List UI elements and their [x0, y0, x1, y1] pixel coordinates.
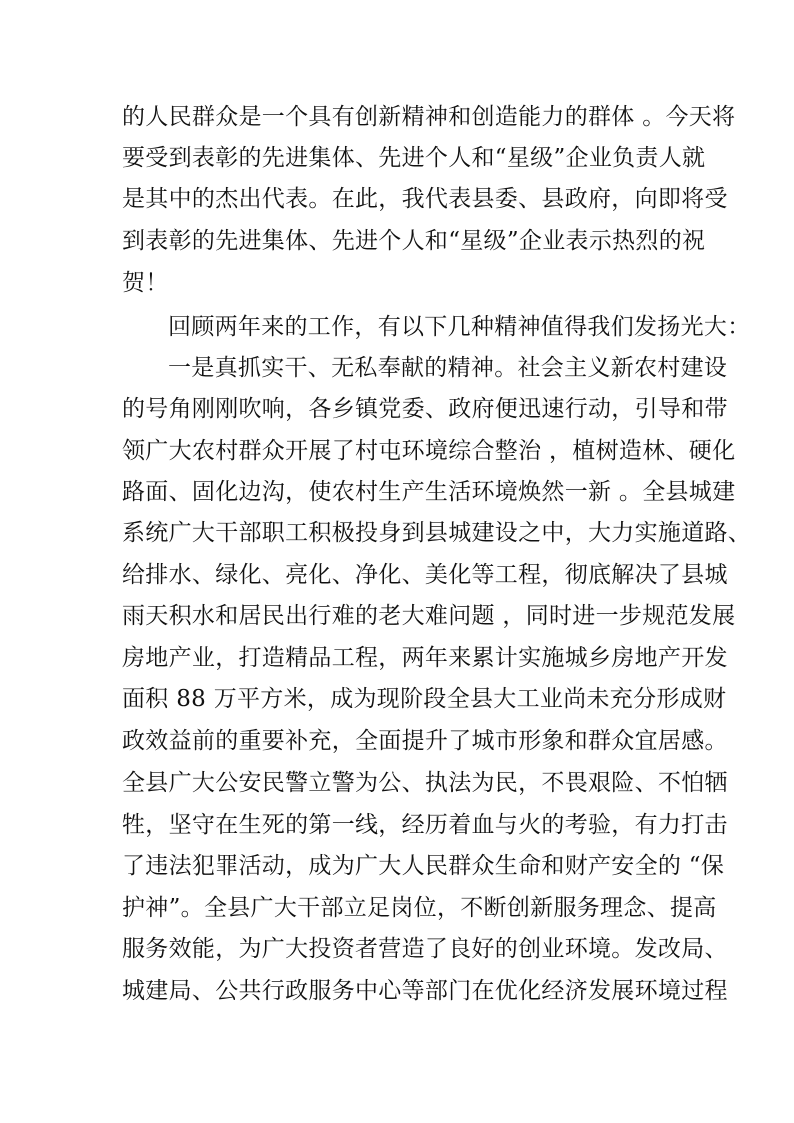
text-line: 护神”。全县广大干部立足岗位，不断创新服务理念、提高 — [122, 895, 717, 921]
text-line: 了违法犯罪活动，成为广大人民群众生命和财产安全的 “保 — [122, 853, 725, 879]
text-line: 路面、固化边沟，使农村生产生活环境焕然一新 。全县城建 — [122, 479, 736, 505]
text-line: 是其中的杰出代表。在此，我代表县委、县政府，向即将受 — [122, 186, 728, 212]
text-line: 全县广大公安民警立警为公、执法为民，不畏艰险、不怕牺 — [122, 770, 728, 796]
text-line: 服务效能，为广大投资者营造了良好的创业环境。发改局、 — [122, 936, 728, 962]
text-line: 贺！ — [122, 270, 169, 296]
text-line: 城建局、公共行政服务中心等部门在优化经济发展环境过程 — [122, 978, 728, 1004]
text-line: 房地产业，打造精品工程，两年来累计实施城乡房地产开发 — [122, 645, 728, 671]
text-line: 给排水、绿化、亮化、净化、美化等工程，彻底解决了县城 — [122, 562, 728, 588]
text-line: 的人民群众是一个具有创新精神和创造能力的群体 。今天将 — [122, 104, 736, 130]
text-line: 政效益前的重要补充，全面提升了城市形象和群众宜居感。 — [122, 728, 728, 754]
text-line: 系统广大干部职工积极投身到县城建设之中，大力实施道路、 — [122, 520, 752, 546]
text-line: 面积 88 万平方米，成为现阶段全县大工业尚未充分形成财 — [122, 686, 727, 712]
text-line: 到表彰的先进集体、先进个人和“星级”企业表示热烈的祝 — [122, 228, 706, 254]
text-line: 要受到表彰的先进集体、先进个人和“星级”企业负责人就 — [122, 145, 706, 171]
text-line: 雨天积水和居民出行难的老大难问题 ，同时进一步规范发展 — [122, 603, 736, 629]
text-line: 牲，坚守在生死的第一线，经历着血与火的考验，有力打击 — [122, 812, 728, 838]
paragraph-start-line: 回顾两年来的工作，有以下几种精神值得我们发扬光大： — [168, 314, 751, 340]
text-line: 的号角刚刚吹响，各乡镇党委、政府便迅速行动，引导和带 — [122, 396, 728, 422]
paragraph-start-line: 一是真抓实干、无私奉献的精神。社会主义新农村建设 — [168, 355, 728, 381]
text-line: 领广大农村群众开展了村屯环境综合整治 ，植树造林、硬化 — [122, 438, 736, 464]
